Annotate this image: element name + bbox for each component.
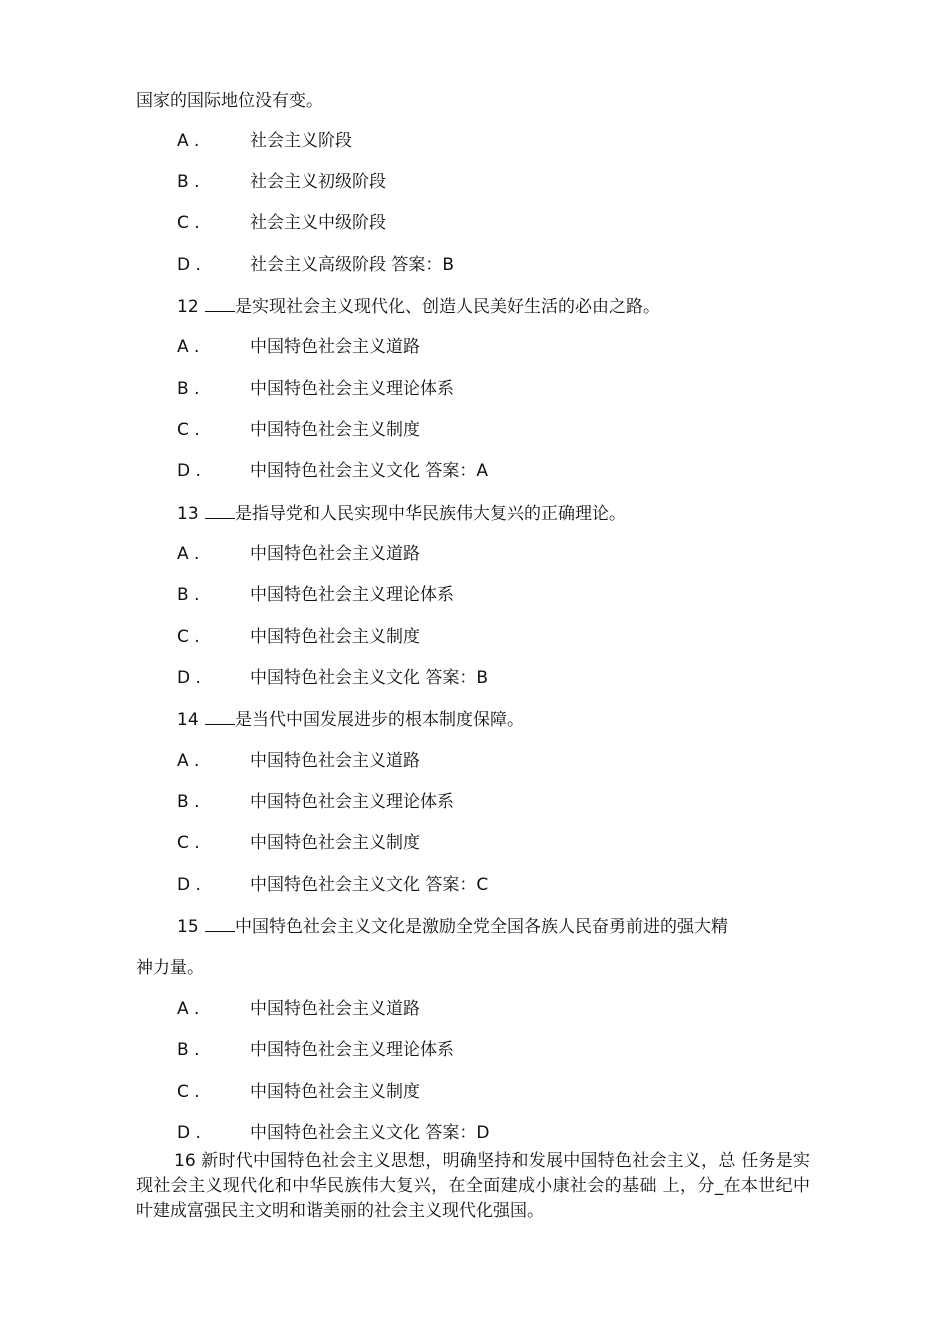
option-d	[177, 874, 488, 896]
option-d	[177, 1122, 490, 1144]
option-text: 中国特色社会主义制度	[250, 420, 420, 440]
option-text: 中国特色社会主义制度	[250, 627, 420, 647]
option-label: B .	[177, 585, 200, 605]
option-label: D .	[177, 668, 201, 688]
option-c	[177, 1081, 420, 1103]
option-a	[177, 998, 420, 1020]
option-text: 社会主义中级阶段	[250, 213, 386, 233]
question-14	[177, 708, 524, 731]
option-text: 社会主义初级阶段	[250, 172, 386, 192]
option-b	[177, 1039, 454, 1061]
option-label: B .	[177, 379, 200, 399]
option-c	[177, 832, 420, 854]
question-number: 12	[177, 297, 199, 317]
option-label: D .	[177, 1123, 201, 1143]
question-number: 13	[177, 504, 199, 524]
question-stem: 中国特色社会主义文化是激励全党全国各族人民奋勇前进的强大精	[235, 917, 728, 937]
option-label: B .	[177, 792, 200, 812]
option-text: 中国特色社会主义道路	[250, 999, 420, 1019]
option-text: 中国特色社会主义文化 答案：A	[250, 461, 489, 481]
option-text: 中国特色社会主义道路	[250, 544, 420, 564]
option-a	[177, 750, 420, 772]
option-label: C .	[177, 627, 200, 647]
stem-text: 神力量。	[136, 958, 204, 978]
option-text: 社会主义阶段	[250, 131, 352, 151]
option-label: B .	[177, 172, 200, 192]
question-12	[177, 295, 660, 318]
question-stem: 是指导党和人民实现中华民族伟大复兴的正确理论。	[235, 504, 626, 524]
fill-blank	[205, 915, 235, 932]
option-c	[177, 419, 420, 441]
option-text: 中国特色社会主义制度	[250, 833, 420, 853]
option-d	[177, 254, 454, 276]
option-text: 中国特色社会主义文化 答案：B	[250, 668, 489, 688]
option-label: C .	[177, 213, 200, 233]
fill-blank	[205, 295, 235, 312]
option-d	[177, 667, 488, 689]
option-b	[177, 584, 454, 606]
option-c	[177, 212, 386, 234]
question-13	[177, 502, 626, 525]
option-text: 中国特色社会主义道路	[250, 337, 420, 357]
option-d	[177, 460, 488, 482]
question-16-paragraph: 16 新时代中国特色社会主义思想，明确坚持和发展中国特色社会主义，总 任务是实现社会主义现代化和中华民族伟大复兴，在全面建成小康社会的基础 上，分_在本世纪中叶建成富强民主文明和谐美丽的社会主义现代化强国。	[136, 1151, 810, 1221]
option-text: 中国特色社会主义道路	[250, 751, 420, 771]
option-label: A .	[177, 544, 200, 564]
option-label: C .	[177, 420, 200, 440]
option-text: 社会主义高级阶段 答案：B	[250, 255, 455, 275]
option-b	[177, 171, 386, 193]
option-a	[177, 130, 352, 152]
option-text: 中国特色社会主义制度	[250, 1082, 420, 1102]
question-number: 14	[177, 710, 199, 730]
option-text: 中国特色社会主义文化 答案：D	[250, 1123, 490, 1143]
question-15	[177, 915, 728, 938]
option-label: A .	[177, 337, 200, 357]
stem-text: 国家的国际地位没有变。	[136, 91, 323, 111]
option-label: C .	[177, 1082, 200, 1102]
option-text: 中国特色社会主义文化 答案：C	[250, 875, 489, 895]
option-a	[177, 543, 420, 565]
fill-blank	[205, 502, 235, 519]
question-stem: 是实现社会主义现代化、创造人民美好生活的必由之路。	[235, 297, 660, 317]
question-stem: 是当代中国发展进步的根本制度保障。	[235, 710, 524, 730]
option-label: D .	[177, 875, 201, 895]
option-text: 中国特色社会主义理论体系	[250, 792, 454, 812]
question-stem-continuation	[136, 957, 204, 979]
option-label: A .	[177, 131, 200, 151]
fill-blank	[205, 708, 235, 725]
option-b	[177, 378, 454, 400]
option-c	[177, 626, 420, 648]
question-stem-continuation	[136, 90, 323, 112]
question-number: 15	[177, 917, 199, 937]
option-label: D .	[177, 461, 201, 481]
option-label: D .	[177, 255, 201, 275]
option-label: B .	[177, 1040, 200, 1060]
option-label: A .	[177, 751, 200, 771]
option-text: 中国特色社会主义理论体系	[250, 379, 454, 399]
option-label: A .	[177, 999, 200, 1019]
option-b	[177, 791, 454, 813]
option-text: 中国特色社会主义理论体系	[250, 1040, 454, 1060]
option-label: C .	[177, 833, 200, 853]
option-text: 中国特色社会主义理论体系	[250, 585, 454, 605]
option-a	[177, 336, 420, 358]
